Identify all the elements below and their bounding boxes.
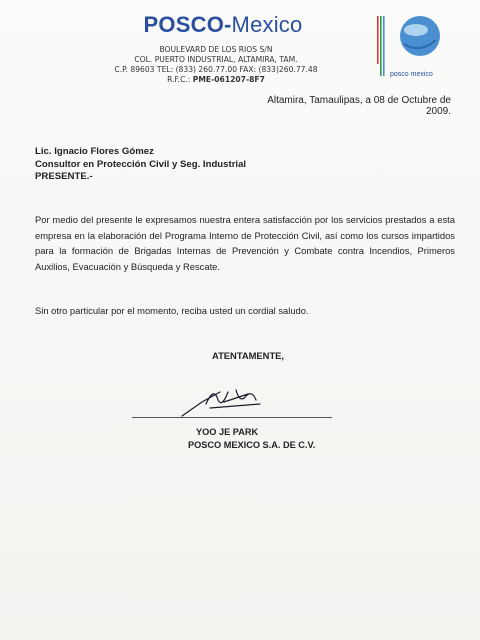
recipient-greeting: PRESENTE.- [35,171,93,182]
posco-logo-icon [376,14,456,84]
logo-text: posco mexico [390,71,433,78]
body-closing: Sin otro particular por el momento, reciba usted un cordial saludo. [35,305,309,316]
recipient-name: Lic. Ignacio Flores Gómez [35,146,154,157]
signer-block [188,426,315,452]
brand-main: POSCO [143,12,225,37]
signature-line [132,417,332,418]
address-street: BOULEVARD DE LOS RIOS S/N [159,45,273,54]
letter-date: Altamira, Tamaulipas, a 08 de Octubre de 2009. [267,95,451,117]
body-paragraph: Por medio del presente le expresamos nuestra entera satisfacción por los servicios prestados a esta empresa en la elaboración del Programa Interno de Protección Civil, así como los cursos impartidos para la formación de Brigadas Internas de Prevención y Combate contra Incendios, Primeros Auxilios, Evacuación y Búsqueda y Rescate. [35,214,455,272]
recipient-title: Consultor en Protección Civil y Seg. Industrial [35,158,247,170]
letterhead-address [86,45,346,85]
recipient-block [35,146,246,184]
rfc-value: PME-061207-8F7 [192,75,265,84]
signer-name: YOO JE PARK [196,427,259,437]
signer-company: POSCO MEXICO S.A. DE C.V. [188,440,316,450]
letterhead-brand [128,12,318,38]
rfc-label: R.F.C.: [167,75,191,84]
brand-sub: Mexico [231,12,303,37]
handwritten-signature [180,382,270,418]
address-colonia: COL. PUERTO INDUSTRIAL, ALTAMIRA, TAM. [134,55,298,64]
brand-separator: - [224,12,232,37]
address-rfc [86,75,346,85]
salutation: ATENTAMENTE, [212,350,285,361]
address-phones: C.P. 89603 TEL: (833) 260.77.00 FAX: (833)260.77.48 [114,65,318,74]
letter-body [35,212,455,274]
